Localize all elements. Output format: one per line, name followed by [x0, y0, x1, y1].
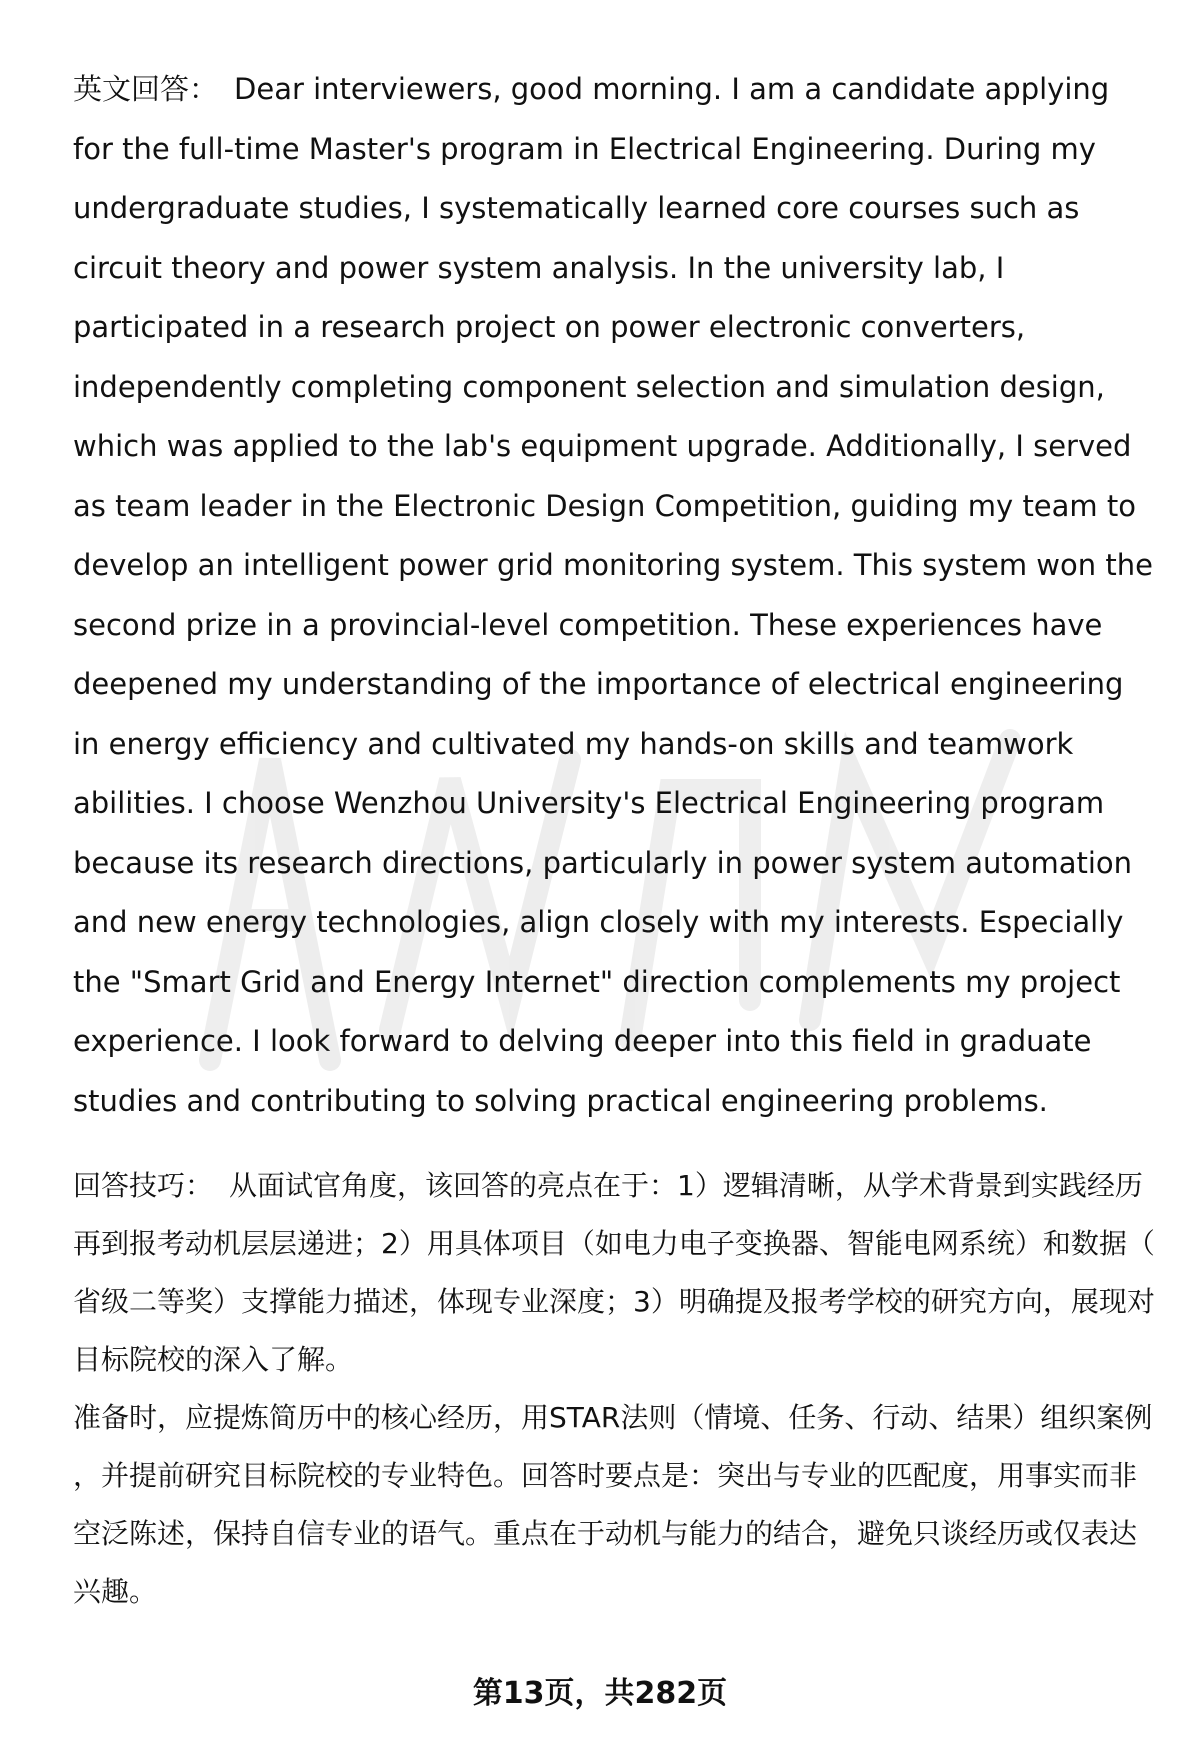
tips-paragraph: [73, 1157, 1158, 1389]
english-answer-label: 英文回答：: [73, 72, 219, 106]
tips-text: 从面试官角度，该回答的亮点在于：1）逻辑清晰，从学术背景到实践经历再到报考动机层层递进；2）用具体项目（如电力电子变换器、智能电网系统）和数据（省级二等奖）支撑能力描述，体现专业深度；3）明确提及报考学校的研究方向，展现对目标院校的深入了解。: [73, 1169, 1155, 1376]
english-answer-paragraph: [73, 60, 1158, 1131]
tips-label: 回答技巧：: [73, 1169, 214, 1202]
preparation-paragraph: 准备时，应提炼简历中的核心经历，用STAR法则（情境、任务、行动、结果）组织案例，并提前研究目标院校的专业特色。回答时要点是：突出与专业的匹配度，用事实而非空泛陈述，保持自信专业的语气。重点在于动机与能力的结合，避免只谈经历或仅表达兴趣。: [73, 1401, 1153, 1608]
tips-section: [73, 1157, 1158, 1621]
page-number: 第13页，共282页: [472, 1676, 728, 1711]
content-area: [73, 60, 1158, 1621]
english-answer-text: Dear interviewers, good morning. I am a candidate applying for the full-time Master's program in Electrical Engineering. During my undergraduate studies, I systematically learned core courses such as circuit theory and power system analysis. In the university lab, I participated in a research project on power electronic converters, independently completing component selection and simulation design, which was applied to the lab's equipment upgrade. Additionally, I served as team leader in the Electronic Design Competition, guiding my team to develop an intelligent power grid monitoring system. This system won the second prize in a provincial-level competition. These experiences have deepened my understanding of the importance of electrical engineering in energy efficiency and cultivated my hands-on skills and teamwork abilities. I choose Wenzhou University's Electrical Engineering program because its research directions, particularly in power system automation and new energy technologies, align closely with my interests. Especially the "Smart Grid and Energy Internet" direction complements my project experience. I look forward to delving deeper into this field in graduate studies and contributing to solving practical engineering problems.: [73, 72, 1153, 1118]
